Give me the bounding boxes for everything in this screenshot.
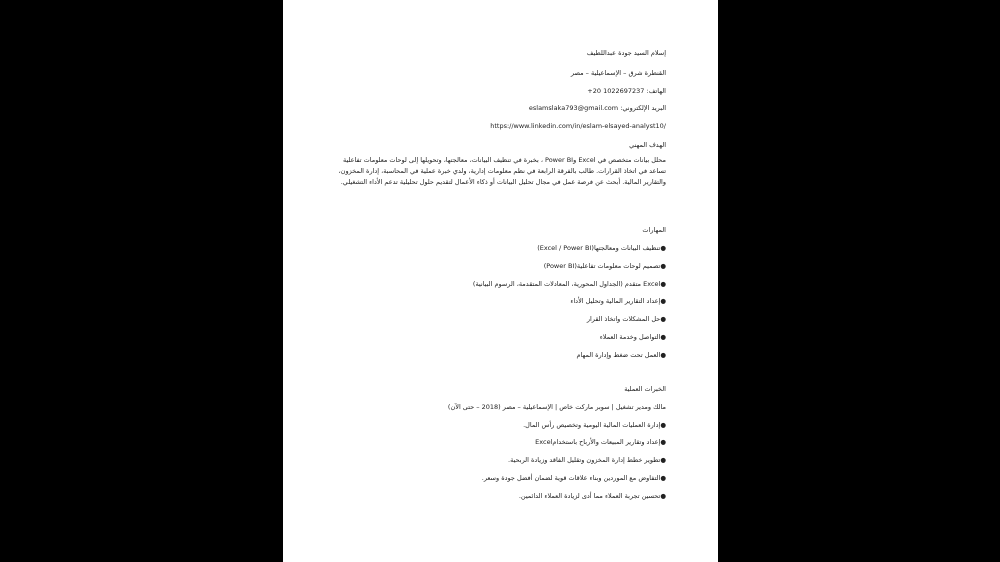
experience-item: ●تطوير خطط إدارة المخزون وتقليل الفاقد وزيادة الربحية. bbox=[508, 456, 666, 464]
email-address: eslamslaka793@gmail.com bbox=[528, 104, 619, 112]
skills-heading: المهارات bbox=[642, 226, 666, 234]
skill-item: ●العمل تحت ضغط وإدارة المهام bbox=[576, 351, 666, 359]
objective-heading: الهدف المهني bbox=[629, 141, 666, 149]
skill-item: ●Excel متقدم (الجداول المحورية، المعادلات المتقدمة، الرسوم البيانية) bbox=[472, 280, 666, 288]
experience-heading: الخبرات العملية bbox=[624, 385, 666, 393]
experience-item: ●تحسين تجربة العملاء مما أدى لزيادة العملاء الدائمين. bbox=[518, 492, 666, 500]
skill-item: ●تنظيف البيانات ومعالجتها(Excel / Power BI) bbox=[537, 244, 666, 252]
phone-line bbox=[587, 86, 666, 97]
linkedin-url: https://www.linkedin.com/in/eslam-elsayed-analyst10/ bbox=[490, 122, 666, 130]
skill-item: ●تصميم لوحات معلومات تفاعلية(Power BI) bbox=[543, 262, 666, 270]
address: القنطرة شرق – الإسماعيلية – مصر bbox=[570, 69, 666, 77]
objective-text: محلل بيانات متخصص في Excel وPower BI ، بخبرة في تنظيف البيانات، معالجتها، وتحويلها إلى لوحات معلومات تفاعلية تساعد في اتخاذ القرارات. طالب بالفرقة الرابعة في نظم معلومات إدارية، ولدي خبرة عملية في المحاسبة، إدارة المخزون، والتقارير المالية. أبحث عن فرصة عمل في مجال تحليل البيانات أو ذكاء الأعمال لتقديم حلول تحليلية تدعم الأداء التشغيلي. bbox=[338, 156, 666, 186]
skill-item: ●إعداد التقارير المالية وتحليل الأداء bbox=[570, 297, 666, 305]
document-page bbox=[283, 0, 718, 562]
experience-item: ●إعداد وتقارير المبيعات والأرباح باستخدامExcel bbox=[535, 438, 666, 446]
email-line bbox=[529, 103, 666, 114]
skill-item: ●التواصل وخدمة العملاء bbox=[599, 333, 666, 341]
email-label: البريد الإلكتروني: bbox=[620, 104, 666, 112]
phone-number: +20 1022697237 bbox=[587, 87, 645, 95]
experience-item: ●التفاوض مع الموردين وبناء علاقات قوية لضمان أفضل جودة وسعر. bbox=[481, 474, 666, 482]
candidate-name: إسلام السيد جودة عبداللطيف bbox=[586, 49, 666, 57]
phone-label: الهاتف: bbox=[646, 87, 666, 95]
experience-item: ●إدارة العمليات المالية اليومية وتخصيص رأس المال. bbox=[523, 421, 666, 429]
skill-item: ●حل المشكلات واتخاذ القرار bbox=[586, 315, 666, 323]
experience-role: مالك ومدير تشغيل | سوبر ماركت خاص | الإسماعيلية – مصر (2018 – حتى الآن) bbox=[447, 403, 666, 411]
